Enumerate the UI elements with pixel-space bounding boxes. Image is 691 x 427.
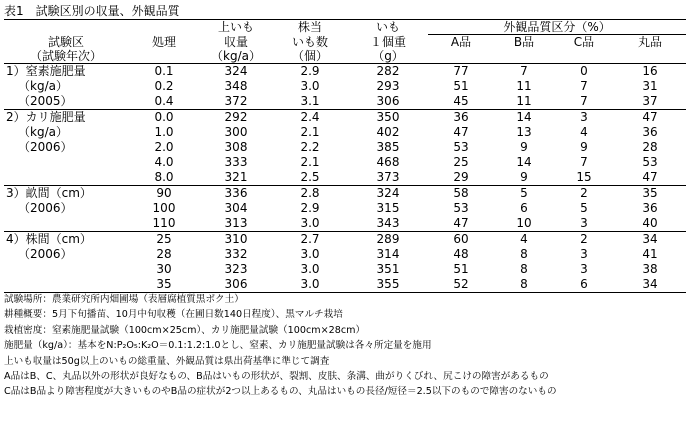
group-label: 2）カリ施肥量 — [4, 110, 128, 126]
table-cell: 14 — [494, 110, 554, 126]
footnote-line: 試験場所：農業研究所内畑圃場（表層腐植質黒ボク土） — [4, 294, 244, 305]
table-body — [4, 64, 686, 293]
table-cell: 14 — [516, 155, 532, 169]
table-cell: 13 — [516, 125, 532, 139]
table-row — [4, 232, 686, 248]
group-label: 4）株間（cm） — [4, 232, 128, 248]
table-cell: 351 — [376, 262, 400, 276]
table-row — [4, 125, 686, 140]
table-cell: 28 — [156, 247, 172, 261]
table-cell: 3 — [580, 216, 588, 230]
header-weight-3: （g） — [348, 49, 428, 64]
table-cell: 36 — [642, 201, 658, 215]
table-cell: 53 — [453, 201, 469, 215]
table-cell: 372 — [224, 94, 248, 108]
table-cell: 51 — [453, 79, 469, 93]
table-cell: 300 — [224, 125, 248, 139]
group-sublabel — [4, 262, 128, 277]
group-sublabel: （2006） — [18, 247, 73, 261]
table-cell: 6 — [520, 201, 528, 215]
table-cell: 4 — [580, 125, 588, 139]
footnote-line: 施肥量（kg/a）：基本をN:P₂O₅:K₂O＝0.1:1.2:1.0とし、窒素、カリ施肥量試験は各々所定量を施用 — [4, 340, 432, 352]
table-cell: 0.1 — [154, 64, 174, 78]
table-cell: 2.8 — [272, 186, 348, 202]
table-cell: 373 — [376, 170, 400, 184]
table-cell: 2.7 — [272, 232, 348, 248]
table-cell: 29 — [453, 170, 469, 184]
header-yield-3: （kg/a） — [200, 49, 272, 64]
table-cell: 51 — [453, 262, 469, 276]
table-cell: 0.4 — [154, 94, 174, 108]
header-weight-2: １個重 — [369, 34, 406, 49]
table-row — [4, 94, 686, 110]
table-cell: 324 — [348, 186, 428, 202]
table-cell: 3.0 — [300, 216, 320, 230]
table-cell: 385 — [376, 140, 400, 154]
table-cell: 11 — [516, 94, 532, 108]
table-cell: 31 — [642, 79, 658, 93]
table-cell: 8 — [520, 262, 528, 276]
table-cell: 336 — [200, 186, 272, 202]
table-cell: 40 — [642, 216, 658, 230]
table-cell: 0.0 — [128, 110, 200, 126]
header-count-2: いも数 — [291, 34, 328, 49]
table-cell: 34 — [614, 277, 686, 293]
table-cell: 4.0 — [154, 155, 174, 169]
table-cell: 28 — [642, 140, 658, 154]
table-cell: 7 — [580, 94, 588, 108]
header-a-grade: A品 — [450, 35, 472, 49]
table-row — [4, 216, 686, 232]
table-cell: 2.9 — [300, 201, 320, 215]
table-cell: 348 — [224, 79, 248, 93]
table-cell: 15 — [576, 170, 592, 184]
table-cell: 2.1 — [300, 155, 320, 169]
table-cell: 402 — [376, 125, 400, 139]
table-cell: 2.9 — [300, 64, 320, 78]
table-row — [4, 201, 686, 216]
table-cell: 306 — [376, 94, 400, 108]
group-sublabel: （2006） — [18, 201, 73, 215]
table-cell: 2.4 — [272, 110, 348, 126]
table-cell: 3.0 — [272, 277, 348, 293]
table-cell: 332 — [224, 247, 248, 261]
table-cell: 36 — [642, 125, 658, 139]
footnote-line: 耕種概要：5月下旬播苗、10月中旬収穫（在圃日数140日程度）、黒マルチ栽培 — [4, 309, 343, 321]
table-cell: 25 — [453, 155, 469, 169]
table-cell: 9 — [580, 140, 588, 154]
table-cell: 30 — [156, 262, 172, 276]
table-cell: 7 — [520, 64, 528, 78]
table-cell: 52 — [428, 277, 494, 293]
table-cell: 2 — [554, 186, 614, 202]
table-cell: 1.0 — [154, 125, 174, 139]
table-cell: 47 — [453, 125, 469, 139]
table-cell: 47 — [453, 216, 469, 230]
table-cell: 3.0 — [300, 79, 320, 93]
header-quality-group: 外観品質区分（%） — [428, 20, 686, 35]
table-row — [4, 186, 686, 202]
table-row — [4, 247, 686, 262]
table-cell: 47 — [642, 170, 658, 184]
table-cell: 100 — [152, 201, 176, 215]
table-cell: 16 — [642, 64, 658, 78]
table-cell: 9 — [520, 140, 528, 154]
table-title: 表1 試験区別の収量、外観品質 — [4, 4, 180, 18]
table-cell: 282 — [376, 64, 400, 78]
table-cell: 310 — [200, 232, 272, 248]
group-sublabel — [4, 277, 128, 293]
table-cell: 2.1 — [300, 125, 320, 139]
table-cell: 8 — [520, 247, 528, 261]
table-cell: 110 — [152, 216, 176, 230]
table-cell: 38 — [642, 262, 658, 276]
table-cell: 47 — [614, 110, 686, 126]
table-cell: 3.0 — [300, 247, 320, 261]
table-cell: 58 — [428, 186, 494, 202]
table-cell: 321 — [224, 170, 248, 184]
table-cell: 53 — [642, 155, 658, 169]
group-sublabel: （kg/a） — [18, 79, 68, 93]
table-cell: 45 — [453, 94, 469, 108]
group-label: 1）窒素施肥量 — [6, 64, 86, 78]
table-row — [4, 155, 686, 170]
table-cell: 48 — [453, 247, 469, 261]
table-cell: 313 — [224, 216, 248, 230]
footnote-line: 上いも収量は50g以上のいもの総重量、外観品質は県出荷基準に準じて調査 — [4, 355, 330, 367]
table-cell: 7 — [580, 155, 588, 169]
table-cell: 53 — [453, 140, 469, 154]
table-cell: 315 — [376, 201, 400, 215]
header-treatment: 処理 — [151, 34, 176, 49]
table-cell: 304 — [224, 201, 248, 215]
table-cell: 3 — [580, 247, 588, 261]
table-cell: 2.2 — [300, 140, 320, 154]
table-cell: 3 — [554, 110, 614, 126]
header-plot-2: （試験年次） — [4, 49, 128, 64]
table-cell: 292 — [200, 110, 272, 126]
table-cell: 37 — [642, 94, 658, 108]
table-cell: 8.0 — [154, 170, 174, 184]
table-cell: 306 — [200, 277, 272, 293]
table-cell: 25 — [128, 232, 200, 248]
table-cell: 60 — [428, 232, 494, 248]
group-sublabel — [4, 170, 128, 186]
table-row — [4, 262, 686, 277]
group-sublabel: （2005） — [18, 94, 73, 108]
table-cell: 314 — [376, 247, 400, 261]
table-cell: 3 — [580, 262, 588, 276]
table-cell: 333 — [224, 155, 248, 169]
table-row — [4, 110, 686, 126]
table-cell: 6 — [554, 277, 614, 293]
table-cell: 0 — [580, 64, 588, 78]
header-plot-1: 試験区 — [47, 34, 84, 49]
results-table — [4, 19, 686, 293]
table-cell: 293 — [376, 79, 400, 93]
table-row — [4, 64, 686, 80]
table-row — [4, 277, 686, 293]
table-cell: 355 — [348, 277, 428, 293]
table-cell: 9 — [520, 170, 528, 184]
header-round-grade: 丸品 — [638, 35, 663, 49]
table-cell: 77 — [453, 64, 469, 78]
group-sublabel: （2006） — [18, 140, 73, 154]
table-cell: 10 — [516, 216, 532, 230]
footnote-line: C品はB品より障害程度が大きいものやB品の症状が2つ以上あるもの、丸品はいもの長径/短径＝2.5以下のもので障害のないもの — [4, 386, 557, 398]
group-sublabel: （kg/a） — [18, 125, 68, 139]
table-cell: 35 — [128, 277, 200, 293]
table-cell: 0.2 — [154, 79, 174, 93]
table-row — [4, 140, 686, 155]
footnotes — [4, 292, 557, 400]
table-cell: 35 — [614, 186, 686, 202]
header-weight-1: いも — [348, 20, 428, 35]
group-sublabel — [4, 216, 128, 232]
table-cell: 90 — [128, 186, 200, 202]
table-row — [4, 170, 686, 186]
table-cell: 11 — [516, 79, 532, 93]
header-yield-1: 上いも — [200, 20, 272, 35]
table-cell: 2.0 — [154, 140, 174, 154]
header-count-1: 株当 — [272, 20, 348, 35]
table-cell: 36 — [428, 110, 494, 126]
table-cell: 5 — [580, 201, 588, 215]
table-cell: 3.0 — [300, 262, 320, 276]
group-sublabel — [4, 155, 128, 170]
table-cell: 4 — [494, 232, 554, 248]
header-b-grade: B品 — [513, 35, 535, 49]
table-cell: 41 — [642, 247, 658, 261]
table-row — [4, 79, 686, 94]
table-cell: 324 — [224, 64, 248, 78]
table-cell: 7 — [580, 79, 588, 93]
table-cell: 468 — [376, 155, 400, 169]
header-c-grade: C品 — [573, 35, 595, 49]
header-count-3: （個） — [272, 49, 348, 64]
group-label: 3）畝間（cm） — [4, 186, 128, 202]
table-cell: 5 — [494, 186, 554, 202]
table-cell: 2 — [554, 232, 614, 248]
table-cell: 8 — [494, 277, 554, 293]
table-cell: 350 — [348, 110, 428, 126]
table-cell: 3.1 — [300, 94, 320, 108]
table-cell: 308 — [224, 140, 248, 154]
footnote-line: A品はB、C、丸品以外の形状が良好なもの、B品はいもの形状が、裂割、皮肤、条溝、曲がりくびれ、尻こけの障害があるもの — [4, 371, 549, 383]
table-cell: 343 — [376, 216, 400, 230]
table-cell: 34 — [614, 232, 686, 248]
table-cell: 289 — [348, 232, 428, 248]
table-cell: 323 — [224, 262, 248, 276]
footnote-line: 栽植密度：窒素施肥量試験（100cm×25cm）、カリ施肥量試験（100cm×28cm） — [4, 324, 366, 336]
header-yield-2: 収量 — [223, 34, 248, 49]
table-cell: 2.5 — [300, 170, 320, 184]
